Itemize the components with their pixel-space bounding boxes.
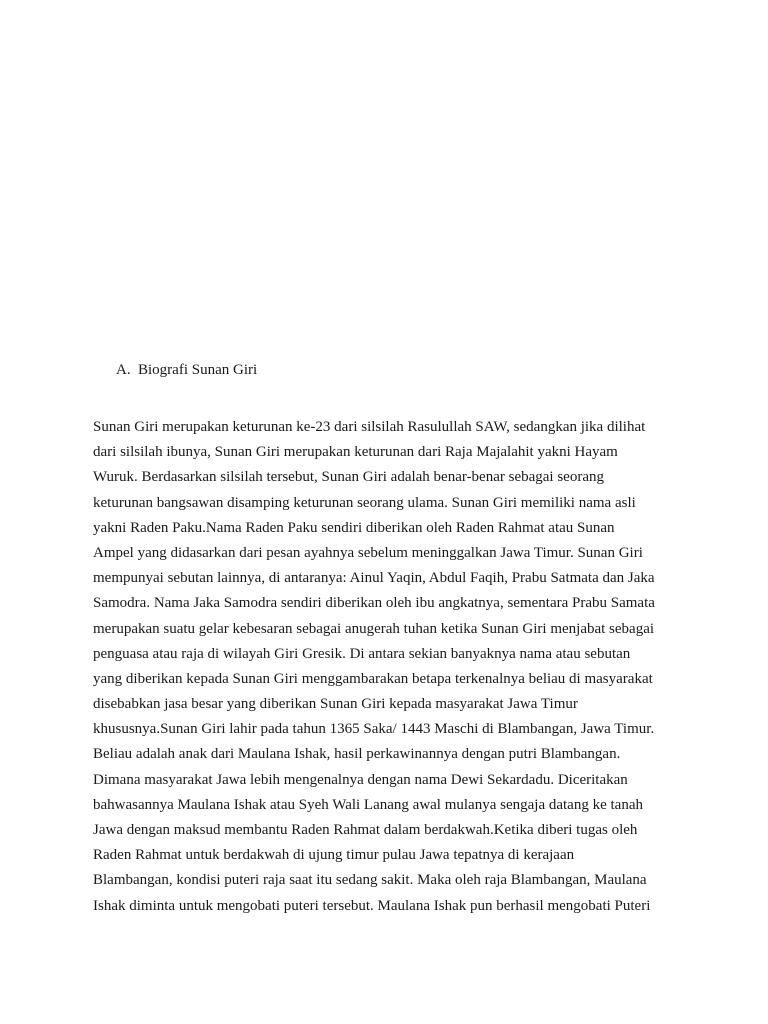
paragraph-line: merupakan suatu gelar kebesaran sebagai anugerah tuhan ketika Sunan Giri menjabat sebagai: [93, 620, 655, 637]
paragraph-line: Blambangan, kondisi puteri raja saat itu sedang sakit. Maka oleh raja Blambangan, Maulana: [93, 872, 647, 889]
paragraph-line: Beliau adalah anak dari Maulana Ishak, hasil perkawinannya dengan putri Blambangan.: [93, 746, 621, 763]
paragraph-line: Raden Rahmat untuk berdakwah di ujung timur pulau Jawa tepatnya di kerajaan: [93, 847, 575, 864]
paragraph-line: penguasa atau raja di wilayah Giri Gresik. Di antara sekian banyaknya nama atau sebutan: [93, 645, 631, 662]
paragraph-line: Samodra. Nama Jaka Samodra sendiri diberikan oleh ibu angkatnya, sementara Prabu Samata: [93, 595, 655, 612]
body-paragraph: [93, 415, 693, 919]
paragraph-line: Ampel yang didasarkan dari pesan ayahnya sebelum meninggalkan Jawa Timur. Sunan Giri: [93, 544, 643, 561]
paragraph-line: Ishak diminta untuk mengobati puteri tersebut. Maulana Ishak pun berhasil mengobati Puteri: [93, 897, 651, 914]
paragraph-line: bahwasannya Maulana Ishak atau Syeh Wali Lanang awal mulanya sengaja datang ke tanah: [93, 796, 643, 813]
paragraph-line: disebabkan jasa besar yang diberikan Sunan Giri kepada masyarakat Jawa Timur: [93, 696, 578, 713]
paragraph-line: mempunyai sebutan lainnya, di antaranya: Ainul Yaqin, Abdul Faqih, Prabu Satmata dan Jaka: [93, 570, 655, 587]
paragraph-line: yang diberikan kepada Sunan Giri menggambarakan betapa terkenalnya beliau di masyarakat: [93, 670, 653, 687]
paragraph-line: Sunan Giri merupakan keturunan ke-23 dari silsilah Rasulullah SAW, sedangkan jika dilihat: [93, 419, 646, 435]
section-heading: [116, 360, 257, 380]
section-title: Biografi Sunan Giri: [138, 362, 258, 378]
paragraph-line: Dimana masyarakat Jawa lebih mengenalnya dengan nama Dewi Sekardadu. Diceritakan: [93, 771, 628, 788]
paragraph-line: keturunan bangsawan disamping keturunan seorang ulama. Sunan Giri memiliki nama asli: [93, 494, 636, 511]
paragraph-line: dari silsilah ibunya, Sunan Giri merupakan keturunan dari Raja Majalahit yakni Hayam: [93, 444, 618, 461]
paragraph-line: Wuruk. Berdasarkan silsilah tersebut, Sunan Giri adalah benar-benar sebagai seorang: [93, 469, 604, 486]
paragraph-line: yakni Raden Paku.Nama Raden Paku sendiri diberikan oleh Raden Rahmat atau Sunan: [93, 519, 615, 536]
paragraph-line: Jawa dengan maksud membantu Raden Rahmat dalam berdakwah.Ketika diberi tugas oleh: [93, 822, 638, 838]
section-marker: A.: [116, 362, 131, 378]
paragraph-line: khususnya.Sunan Giri lahir pada tahun 1365 Saka/ 1443 Maschi di Blambangan, Jawa Timur.: [93, 721, 655, 738]
